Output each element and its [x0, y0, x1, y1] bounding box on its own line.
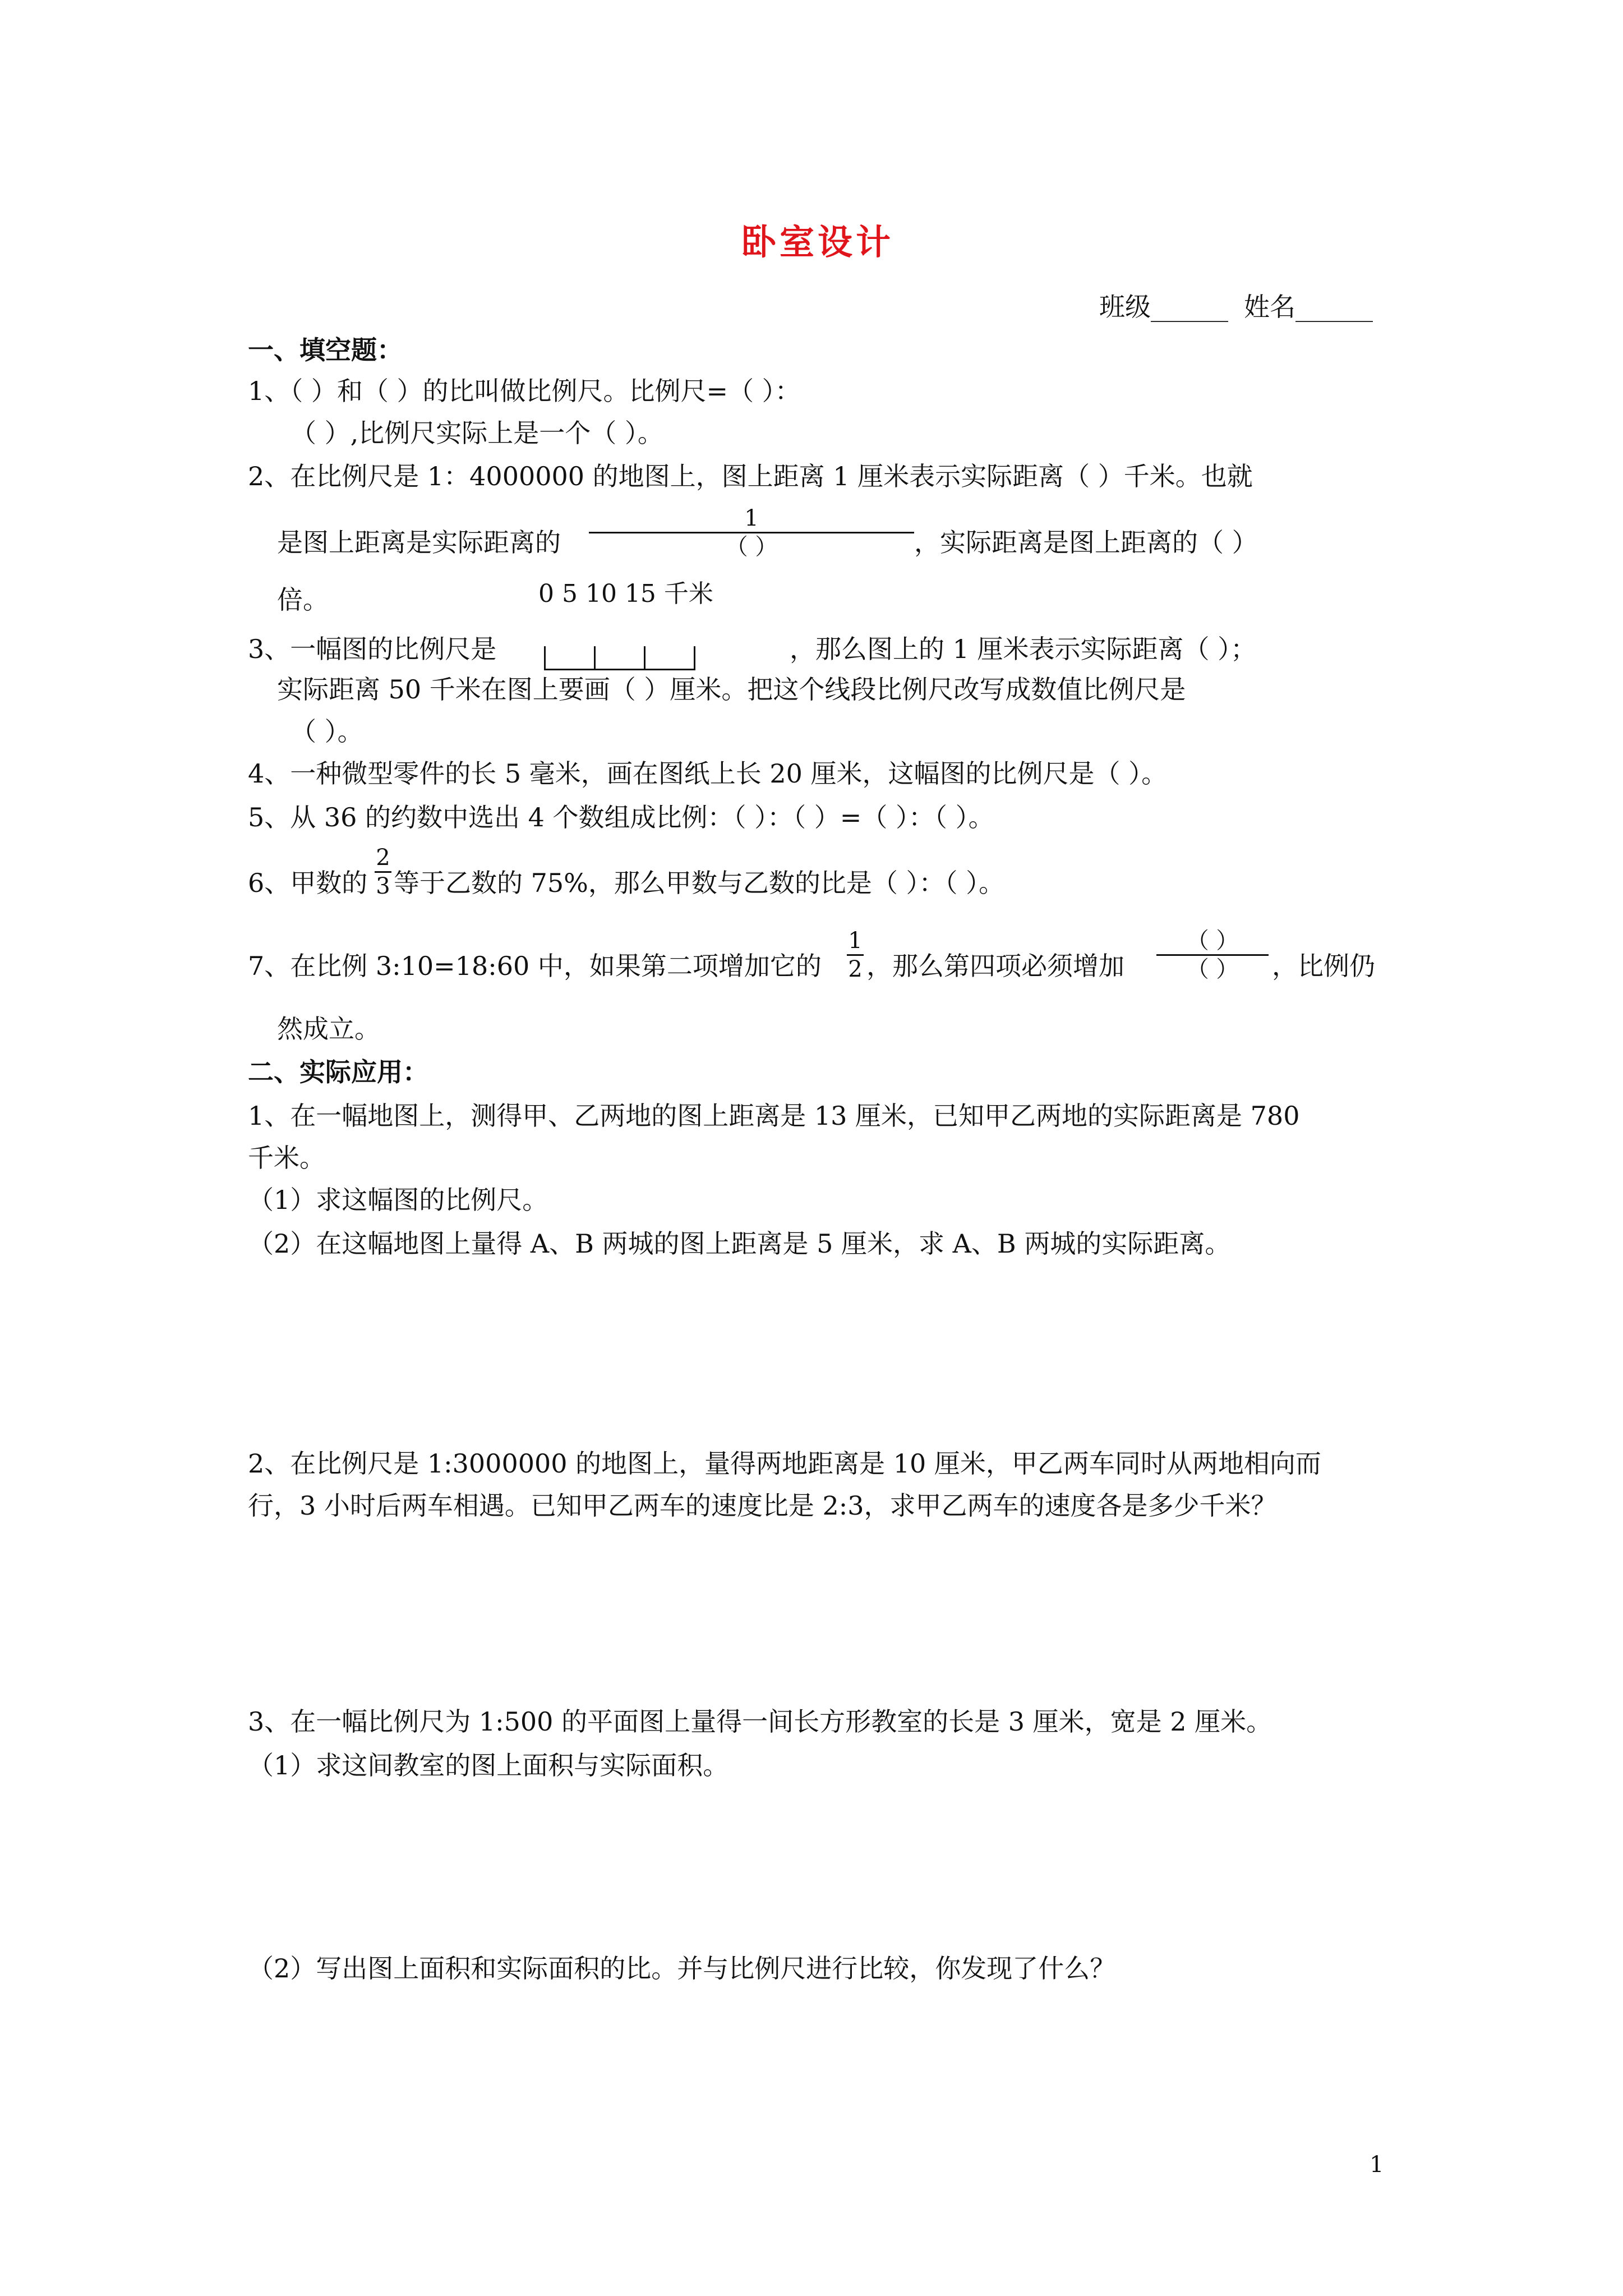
page-number: 1 [1370, 2152, 1384, 2178]
q7-start: 7、在比例 3:10=18:60 中，如果第二项增加它的 [248, 951, 822, 981]
q7-fraction-blank [1156, 927, 1269, 983]
q6-numerator: 2 [376, 845, 390, 871]
p1-sub1: （1）求这幅图的比例尺。 [248, 1185, 548, 1215]
scale-bar-tick-0 [544, 646, 546, 670]
p3-sub1: （1）求这间教室的图上面积与实际面积。 [248, 1750, 729, 1780]
q7-line2: 然成立。 [277, 1014, 380, 1044]
p2-line2: 行，3 小时后两车相遇。已知甲乙两车的速度比是 2:3，求甲乙两车的速度各是多少千米？ [248, 1490, 1277, 1521]
q2-line1: 2、在比例尺是 1：4000000 的地图上，图上距离 1 厘米表示实际距离（ ）千米。也就 [248, 461, 1253, 491]
q6-start: 6、甲数的 [248, 868, 368, 898]
q4: 4、一种微型零件的长 5 毫米，画在图纸上长 20 厘米，这幅图的比例尺是（ ）。 [248, 758, 1168, 789]
p1-sub2: （2）在这幅地图上量得 A、B 两城的图上距离是 5 厘米，求 A、B 两城的实际距离。 [248, 1228, 1231, 1259]
q1-line2: （ ）,比例尺实际上是一个（ ）。 [291, 418, 663, 448]
scale-bar-graphic [544, 646, 695, 672]
p1-line1: 1、在一幅地图上，测得甲、乙两地的图上距离是 13 厘米，已知甲乙两地的实际距离是 780 [248, 1101, 1300, 1131]
page-title: 卧室设计 [741, 222, 895, 263]
q7-fraction-half [847, 927, 864, 983]
section-heading-fill-in: 一、填空题： [248, 335, 403, 365]
class-field: 班级______ [1099, 292, 1228, 322]
q6-denominator: 3 [376, 873, 390, 899]
q2-fraction-denominator: （ ） [725, 534, 778, 560]
q7-blank-numerator: （ ） [1186, 928, 1239, 954]
q2-fraction-numerator: 1 [744, 505, 759, 531]
q2-line3: 倍。 [277, 585, 329, 615]
q3-line1-start: 3、一幅图的比例尺是 [248, 634, 497, 664]
q6-end: 等于乙数的 75%，那么甲数与乙数的比是（ ）：（ ）。 [394, 868, 1005, 898]
q7-end: ，比例仍 [1272, 951, 1375, 981]
p1-line2: 千米。 [248, 1143, 325, 1173]
q5: 5、从 36 的约数中选出 4 个数组成比例：（ ）：（ ）=（ ）：（ ）。 [248, 802, 994, 832]
q7-middle: ，那么第四项必须增加 [866, 951, 1124, 981]
scale-bar-line [544, 669, 695, 670]
scale-bar-tick-2 [644, 646, 645, 670]
q2-line2-start: 是图上距离是实际距离的 [277, 527, 561, 558]
scale-bar-tick-1 [594, 646, 596, 670]
q2-line2-end: ，实际距离是图上距离的（ ） [914, 527, 1258, 558]
q3-line1-end: ，那么图上的 1 厘米表示实际距离（ ）； [790, 634, 1257, 664]
q6-fraction [375, 844, 391, 900]
p2-line1: 2、在比例尺是 1:3000000 的地图上，量得两地距离是 10 厘米，甲乙两车同时从两地相向而 [248, 1448, 1321, 1479]
q3-line3: （ ）。 [291, 716, 363, 747]
section-heading-applications: 二、实际应用： [248, 1057, 428, 1087]
q7-denominator: 2 [848, 956, 863, 982]
q3-line2: 实际距离 50 千米在图上要画（ ）厘米。把这个线段比例尺改写成数值比例尺是 [277, 674, 1186, 705]
q2-fraction [589, 505, 914, 560]
name-field: 姓名______ [1244, 292, 1373, 322]
scale-bar-labels: 0 5 10 15 千米 [538, 579, 713, 608]
q7-numerator: 1 [848, 928, 863, 954]
p3-line1: 3、在一幅比例尺为 1:500 的平面图上量得一间长方形教室的长是 3 厘米，宽是 2 厘米。 [248, 1706, 1272, 1737]
q7-blank-denominator: （ ） [1186, 956, 1239, 982]
q1-line1: 1、（ ）和（ ）的比叫做比例尺。比例尺=（ ）： [248, 376, 801, 406]
p3-sub2: （2）写出图上面积和实际面积的比。并与比例尺进行比较，你发现了什么？ [248, 1953, 1116, 1984]
scale-bar-tick-3 [694, 646, 695, 670]
